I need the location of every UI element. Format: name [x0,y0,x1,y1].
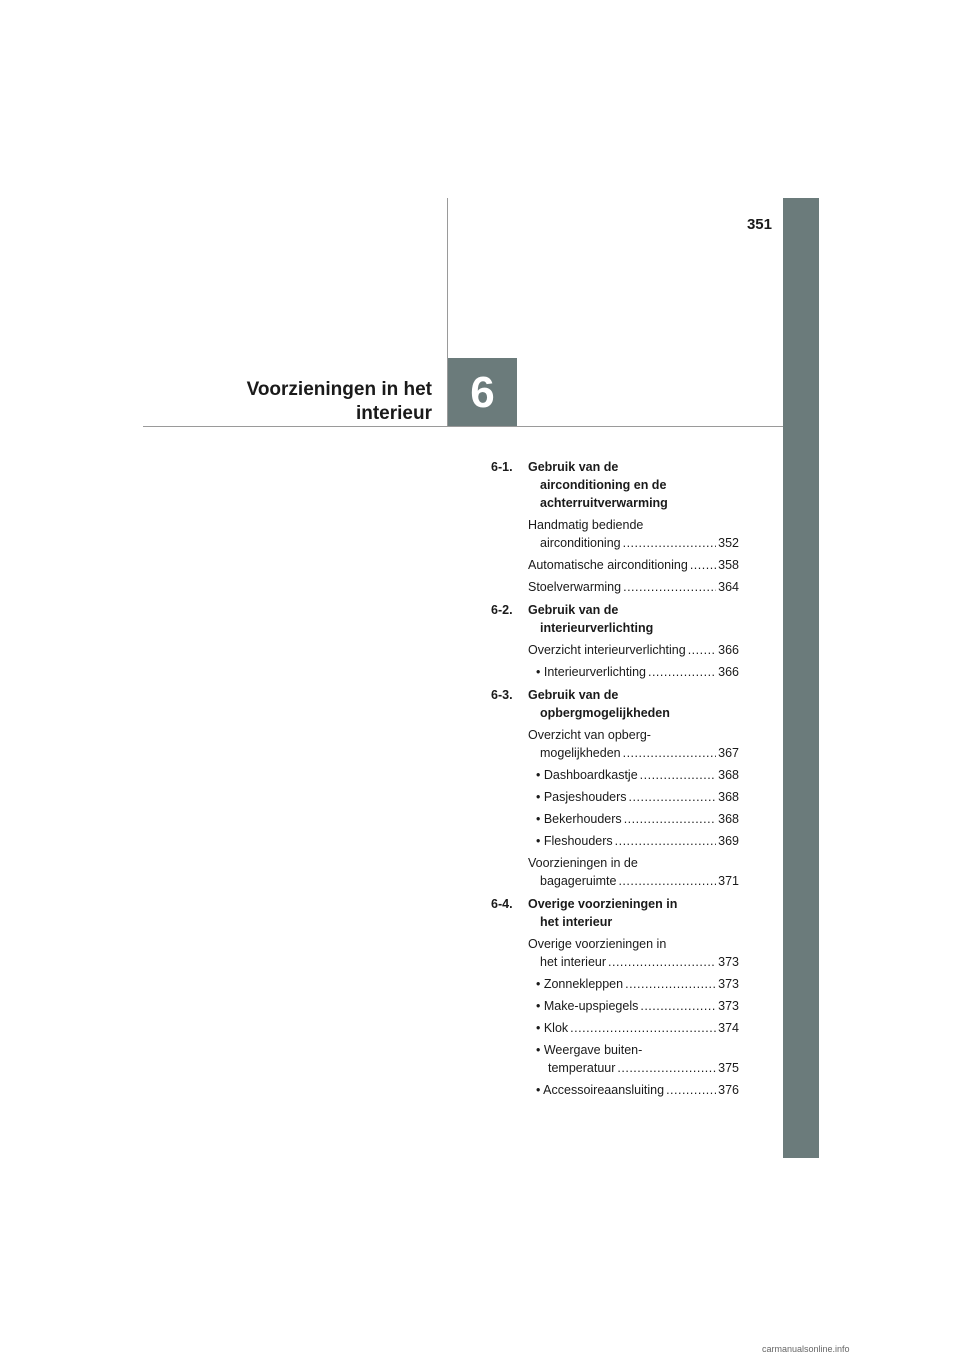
section-number: 6-2. [491,603,513,617]
section-number: 6-3. [491,688,513,702]
page-ref: 375 [718,1061,739,1075]
toc-subentry[interactable]: • Klok ..... 374 [491,1019,739,1037]
section-title: Gebruik van de airconditioning en de achterruitverwarming [528,460,668,510]
toc-entry[interactable]: Automatische airconditioning ..... 358 [491,556,739,574]
toc-subentry[interactable]: • Pasjeshouders ..... 368 [491,788,739,806]
chapter-title-line1: Voorzieningen in het [246,379,432,400]
page-ref: 369 [718,834,739,848]
section-number: 6-1. [491,460,513,474]
toc-section-6-2 [491,601,739,637]
page-ref: 367 [718,746,739,760]
toc-subentry[interactable]: • Weergave buiten- temperatuur ..... 375 [491,1041,739,1077]
page-number: 351 [746,216,772,233]
page-ref: 358 [718,558,739,572]
section-title: Gebruik van de interieurverlichting [528,603,654,635]
toc-entry[interactable]: Overzicht interieurverlichting ..... 366 [491,641,739,659]
section-number: 6-4. [491,897,513,911]
chapter-side-tab [783,198,819,1158]
watermark-footer: carmanualsonline.info [762,1344,850,1354]
page-ref: 366 [718,665,739,679]
table-of-contents [491,458,739,1099]
toc-subentry[interactable]: • Fleshouders ..... 369 [491,832,739,850]
section-title: Overige voorzieningen in het interieur [528,897,678,929]
toc-entry[interactable]: Overzicht van opberg- mogelijkheden ..... 367 [491,726,739,762]
toc-section-6-3 [491,686,739,722]
toc-entry[interactable]: Overige voorzieningen in het interieur ..... 373 [491,935,739,971]
page-ref: 373 [718,999,739,1013]
toc-entry[interactable]: Stoelverwarming ..... 364 [491,578,739,596]
page-ref: 368 [718,790,739,804]
toc-subentry[interactable]: • Interieurverlichting ..... 366 [491,663,739,681]
chapter-title [180,378,432,426]
toc-subentry[interactable]: • Dashboardkastje ..... 368 [491,766,739,784]
page-ref: 371 [718,874,739,888]
chapter-number-box: 6 [448,358,517,426]
page-ref: 352 [718,536,739,550]
page-ref: 364 [718,580,739,594]
horizontal-rule [143,426,783,427]
toc-entry[interactable]: Handmatig bediende airconditioning ..... 352 [491,516,739,552]
toc-subentry[interactable]: • Make-upspiegels ..... 373 [491,997,739,1015]
toc-section-6-1 [491,458,739,512]
page-ref: 373 [718,955,739,969]
toc-subentry[interactable]: • Accessoireaansluiting ..... 376 [491,1081,739,1099]
toc-entry[interactable]: Voorzieningen in de bagageruimte ..... 371 [491,854,739,890]
toc-subentry[interactable]: • Bekerhouders ..... 368 [491,810,739,828]
page-ref: 373 [718,977,739,991]
page-ref: 368 [718,812,739,826]
page-ref: 374 [718,1021,739,1035]
page-ref: 366 [718,643,739,657]
toc-section-6-4 [491,895,739,931]
toc-subentry[interactable]: • Zonnekleppen ..... 373 [491,975,739,993]
page-ref: 376 [718,1083,739,1097]
section-title: Gebruik van de opbergmogelijkheden [528,688,670,720]
chapter-title-line2: interieur [355,403,432,424]
page-ref: 368 [718,768,739,782]
